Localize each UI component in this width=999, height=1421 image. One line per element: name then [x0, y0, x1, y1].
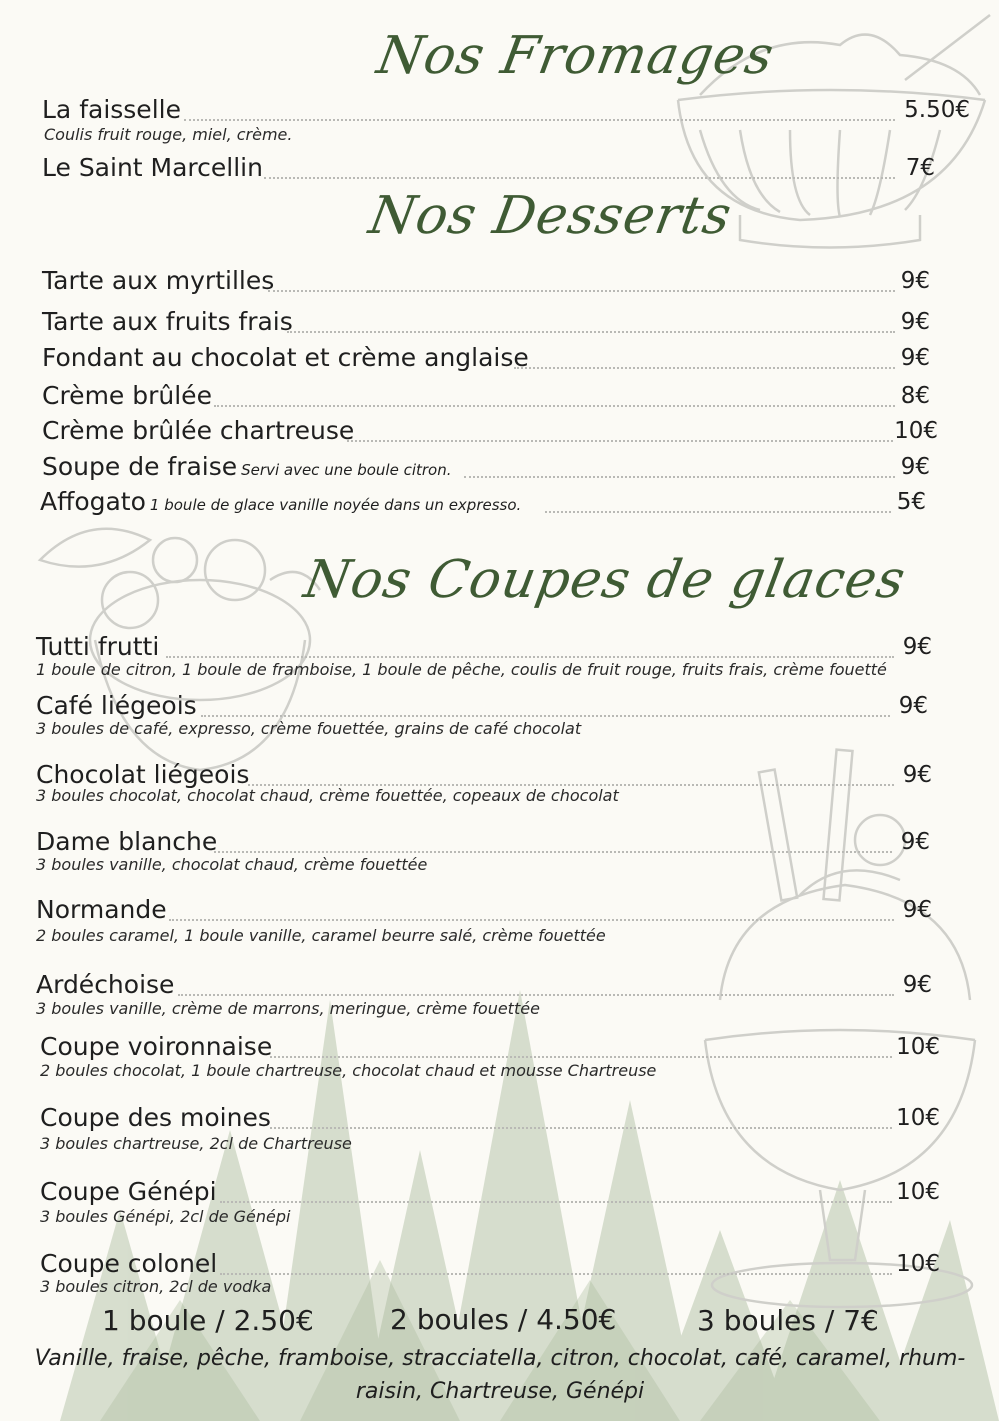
section-title-fromages: Nos Fromages — [372, 26, 779, 86]
item-price: 10€ — [896, 1251, 940, 1277]
item-name: Dame blanche — [36, 827, 218, 856]
scoop-price-1: 1 boule / 2.50€ — [102, 1304, 314, 1337]
menu-item — [36, 688, 928, 718]
item-price: 10€ — [896, 1179, 940, 1205]
item-name: Crème brûlée chartreuse — [42, 416, 355, 445]
item-price: 10€ — [894, 418, 938, 444]
item-price: 9€ — [902, 634, 932, 660]
item-name-text: Affogato — [40, 487, 146, 516]
item-name: Le Saint Marcellin — [42, 153, 263, 182]
menu-item — [40, 484, 926, 514]
menu-item — [42, 413, 938, 443]
section-title-coupes: Nos Coupes de glaces — [299, 550, 911, 610]
dotted-leader — [220, 1201, 892, 1203]
menu-item — [40, 1100, 940, 1130]
dotted-leader — [514, 367, 895, 369]
item-description: 3 boules Génépi, 2cl de Génépi — [40, 1207, 291, 1226]
item-name — [42, 454, 452, 479]
menu-item — [40, 1174, 940, 1204]
item-name-text: Soupe de fraise — [42, 452, 238, 481]
item-description: Servi avec une boule citron. — [241, 461, 452, 479]
dotted-leader — [214, 405, 895, 407]
item-price: 9€ — [902, 897, 932, 923]
item-price: 9€ — [900, 309, 930, 335]
menu-item — [36, 757, 932, 787]
item-name: La faisselle — [42, 95, 181, 124]
item-description: 3 boules chocolat, chocolat chaud, crème fouettée, copeaux de chocolat — [36, 786, 619, 805]
item-price: 7€ — [905, 155, 935, 181]
dotted-leader — [268, 290, 895, 292]
item-price: 9€ — [898, 693, 928, 719]
item-description: 3 boules vanille, chocolat chaud, crème fouettée — [36, 855, 428, 874]
item-description: 1 boule de glace vanille noyée dans un expresso. — [149, 496, 522, 514]
menu-item — [42, 92, 970, 122]
dotted-leader — [166, 656, 894, 658]
item-description: 3 boules chartreuse, 2cl de Chartreuse — [40, 1134, 352, 1153]
item-price: 10€ — [896, 1105, 940, 1131]
item-description: 2 boules chocolat, 1 boule chartreuse, chocolat chaud et mousse Chartreuse — [40, 1061, 657, 1080]
dotted-leader — [264, 177, 895, 179]
item-name: Coupe voironnaise — [40, 1032, 273, 1061]
dotted-leader — [214, 851, 892, 853]
item-name — [40, 489, 521, 514]
menu-item — [40, 1246, 940, 1276]
dotted-leader — [169, 919, 894, 921]
item-name: Normande — [36, 895, 167, 924]
item-price: 8€ — [900, 383, 930, 409]
item-price: 9€ — [902, 972, 932, 998]
item-name: Tutti frutti — [36, 632, 160, 661]
item-price: 9€ — [900, 268, 930, 294]
item-name: Tarte aux fruits frais — [42, 307, 293, 336]
item-price: 9€ — [902, 762, 932, 788]
menu-item — [36, 892, 932, 922]
menu-item — [42, 340, 930, 370]
menu-item — [36, 629, 932, 659]
item-price: 5€ — [896, 489, 926, 515]
dotted-leader — [201, 715, 890, 717]
dotted-leader — [347, 440, 893, 442]
menu-item — [36, 824, 930, 854]
flavors-list: Vanille, fraise, pêche, framboise, stracciatella, citron, chocolat, café, caramel, rhum-raisin, Chartreuse, Génépi — [34, 1346, 966, 1404]
scoop-price-3: 3 boules / 7€ — [697, 1304, 879, 1337]
item-price: 9€ — [900, 345, 930, 371]
menu-item — [36, 967, 932, 997]
item-description: 3 boules vanille, crème de marrons, meringue, crème fouettée — [36, 999, 540, 1018]
item-name: Coupe des moines — [40, 1103, 271, 1132]
dotted-leader — [178, 994, 894, 996]
dotted-leader — [270, 1056, 892, 1058]
item-description: 1 boule de citron, 1 boule de framboise, 1 boule de pêche, coulis de fruit rouge, fruits frais, crème fouetté — [36, 660, 887, 679]
item-name: Crème brûlée — [42, 381, 212, 410]
dotted-leader — [464, 476, 895, 478]
menu-item — [42, 378, 930, 408]
dotted-leader — [287, 331, 895, 333]
menu-item — [42, 263, 930, 293]
scoop-price-2: 2 boules / 4.50€ — [390, 1303, 617, 1336]
item-name: Ardéchoise — [36, 970, 175, 999]
dotted-leader — [184, 119, 895, 121]
item-name: Coupe colonel — [40, 1249, 218, 1278]
dotted-leader — [545, 511, 891, 513]
menu-item — [42, 304, 930, 334]
dotted-leader — [270, 1127, 892, 1129]
item-price: 9€ — [900, 829, 930, 855]
item-description: Coulis fruit rouge, miel, crème. — [44, 125, 293, 144]
menu-item — [40, 1029, 940, 1059]
item-description: 2 boules caramel, 1 boule vanille, caramel beurre salé, crème fouettée — [36, 926, 606, 945]
item-name: Coupe Génépi — [40, 1177, 217, 1206]
menu-item — [42, 449, 930, 479]
menu-item — [42, 150, 935, 180]
item-name: Café liégeois — [36, 691, 197, 720]
item-name: Fondant au chocolat et crème anglaise — [42, 343, 529, 372]
item-price: 5.50€ — [904, 97, 970, 123]
item-description: 3 boules de café, expresso, crème fouettée, grains de café chocolat — [36, 719, 582, 738]
item-name: Tarte aux myrtilles — [42, 266, 275, 295]
item-description: 3 boules citron, 2cl de vodka — [40, 1277, 272, 1296]
item-price: 9€ — [900, 454, 930, 480]
dotted-leader — [220, 1273, 892, 1275]
item-name: Chocolat liégeois — [36, 760, 250, 789]
section-title-desserts: Nos Desserts — [364, 186, 737, 246]
item-price: 10€ — [896, 1034, 940, 1060]
